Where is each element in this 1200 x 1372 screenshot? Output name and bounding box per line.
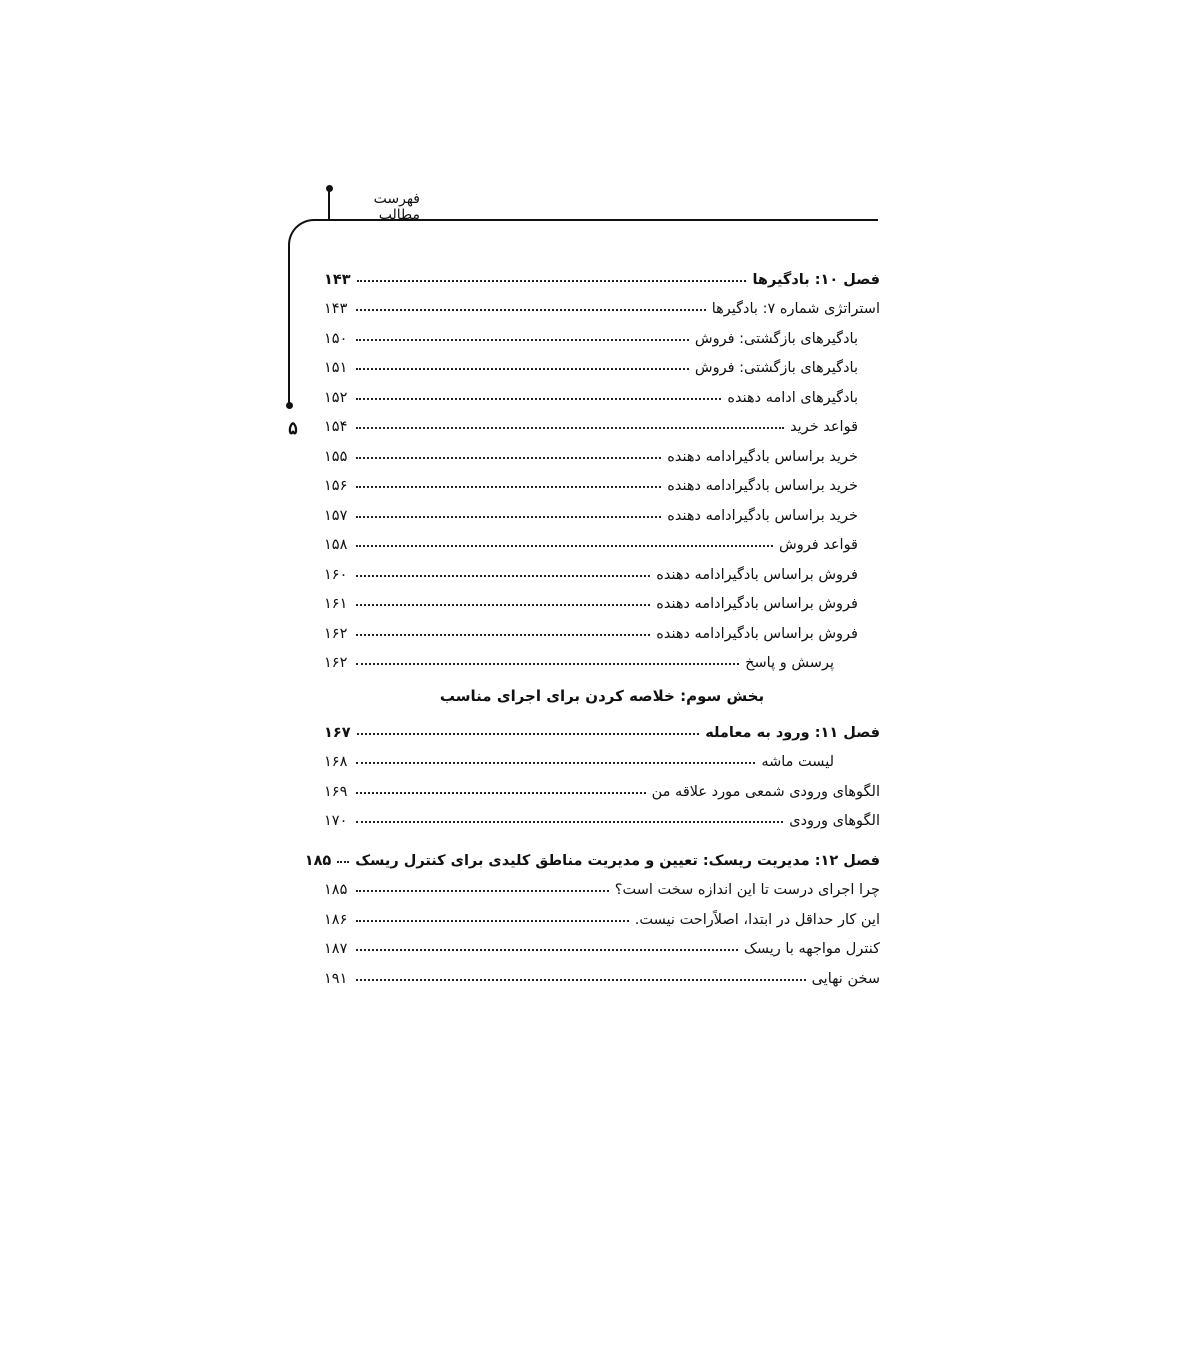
entry-title: بادگیرهای بازگشتی: فروش <box>694 360 858 376</box>
entry-title: فروش براساس بادگیرادامه دهنده <box>656 625 858 642</box>
page-ref: ۱۶۱ <box>324 596 348 612</box>
entry-title: پرسش و پاسخ <box>745 655 834 671</box>
page-ref: ۱۸۵ <box>324 882 348 898</box>
dot-leader <box>356 890 609 892</box>
dot-leader <box>356 545 773 547</box>
entry-title: فروش براساس بادگیرادامه دهنده <box>656 596 858 612</box>
toc-entry <box>324 406 880 436</box>
page-ref: ۱۷۰ <box>324 813 348 829</box>
toc-entry <box>324 465 880 495</box>
chapter-heading <box>324 258 880 288</box>
toc-entry <box>324 288 880 318</box>
entry-title: الگوهای ورودی شمعی مورد علاقه من <box>651 783 880 800</box>
entry-title: لیست ماشه <box>761 754 834 770</box>
margin-rule <box>288 248 290 406</box>
toc-entry <box>324 435 880 465</box>
toc-entry <box>324 928 880 958</box>
dot-leader <box>356 486 661 488</box>
table-of-contents <box>304 258 880 987</box>
toc-entry <box>324 317 880 347</box>
entry-title: کنترل مواجهه با ریسک <box>743 941 880 957</box>
margin-rule-dot <box>286 402 293 409</box>
dot-leader <box>356 398 721 400</box>
toc-entry <box>324 494 880 524</box>
page-ref: ۱۸۵ <box>304 852 332 869</box>
page-ref: ۱۸۶ <box>324 911 348 928</box>
entry-title: سخن نهایی <box>811 970 880 987</box>
dot-leader <box>356 516 661 518</box>
dot-leader <box>356 427 784 429</box>
chapter-title: فصل ۱۰: بادگیرها <box>752 271 880 288</box>
entry-title: استراتژی شماره ۷: بادگیرها <box>711 301 880 317</box>
entry-title: فروش براساس بادگیرادامه دهنده <box>656 566 858 583</box>
page-ref: ۱۵۱ <box>324 360 348 376</box>
page-ref: ۱۵۶ <box>324 478 348 494</box>
dot-leader <box>356 368 689 370</box>
chapter-heading <box>324 711 880 741</box>
part-title: بخش سوم: خلاصه کردن برای اجرای مناسب <box>439 687 765 705</box>
page-ref: ۱۸۷ <box>324 941 348 957</box>
page-ref: ۱۵۴ <box>324 419 348 435</box>
page-number: ۵ <box>288 418 298 439</box>
running-header-title: فهرست مطالب <box>373 191 420 223</box>
page-ref: ۱۶۰ <box>324 566 348 583</box>
entry-title: بادگیرهای ادامه دهنده <box>727 389 858 406</box>
page-ref: ۱۵۵ <box>324 448 348 465</box>
page-ref: ۱۵۰ <box>324 330 348 347</box>
entry-title: الگوهای ورودی <box>789 813 880 829</box>
chapter-title: فصل ۱۱: ورود به معامله <box>705 724 880 741</box>
toc-entry <box>324 642 880 672</box>
toc-entry <box>324 612 880 642</box>
toc-entry <box>324 898 880 928</box>
chapter-title: فصل ۱۲: مدیریت ریسک: تعیین و مدیریت مناطق کلیدی برای کنترل ریسک <box>355 852 880 869</box>
dot-leader <box>356 663 739 665</box>
entry-title: بادگیرهای بازگشتی: فروش <box>694 330 858 347</box>
dot-leader <box>357 280 747 282</box>
toc-entry <box>324 553 880 583</box>
entry-title: این کار حداقل در ابتدا، اصلاًراحت نیست. <box>634 911 880 928</box>
dot-leader <box>356 634 650 636</box>
toc-entry <box>324 957 880 987</box>
toc-entry <box>324 741 880 771</box>
spacer <box>324 829 880 839</box>
toc-entry <box>324 524 880 554</box>
entry-title: خرید براساس بادگیرادامه دهنده <box>667 478 858 494</box>
page-ref: ۱۴۳ <box>324 271 351 288</box>
chapter-heading <box>304 839 880 869</box>
dot-leader <box>356 762 755 764</box>
dot-leader <box>356 575 650 577</box>
entry-title: قواعد فروش <box>779 537 858 553</box>
toc-entry <box>324 800 880 830</box>
page-ref: ۱۶۸ <box>324 754 348 770</box>
page-ref: ۱۶۲ <box>324 655 348 671</box>
page-ref: ۱۵۸ <box>324 537 348 553</box>
page-ref: ۱۹۱ <box>324 970 348 987</box>
dot-leader <box>356 309 706 311</box>
entry-title: قواعد خرید <box>790 419 858 435</box>
dot-leader <box>356 920 629 922</box>
dot-leader <box>356 949 738 951</box>
page-ref: ۱۶۲ <box>324 625 348 642</box>
dot-leader <box>356 979 806 981</box>
page-ref: ۱۶۹ <box>324 783 348 800</box>
dot-leader <box>356 792 646 794</box>
toc-entry <box>324 376 880 406</box>
dot-leader <box>337 861 349 863</box>
dot-leader <box>356 604 650 606</box>
dot-leader <box>356 821 783 823</box>
page-ref: ۱۴۳ <box>324 301 348 317</box>
header-rule-corner <box>288 219 318 249</box>
toc-entry <box>324 770 880 800</box>
dot-leader <box>357 733 700 735</box>
page-ref: ۱۵۲ <box>324 389 348 406</box>
toc-entry <box>324 347 880 377</box>
page-ref: ۱۵۷ <box>324 507 348 524</box>
page-ref: ۱۶۷ <box>324 724 351 741</box>
dot-leader <box>356 457 661 459</box>
dot-leader <box>356 339 689 341</box>
entry-title: خرید براساس بادگیرادامه دهنده <box>667 507 858 524</box>
toc-entry <box>324 869 880 899</box>
entry-title: چرا اجرای درست تا این اندازه سخت است؟ <box>614 882 880 898</box>
entry-title: خرید براساس بادگیرادامه دهنده <box>667 448 858 465</box>
toc-entry <box>324 583 880 613</box>
